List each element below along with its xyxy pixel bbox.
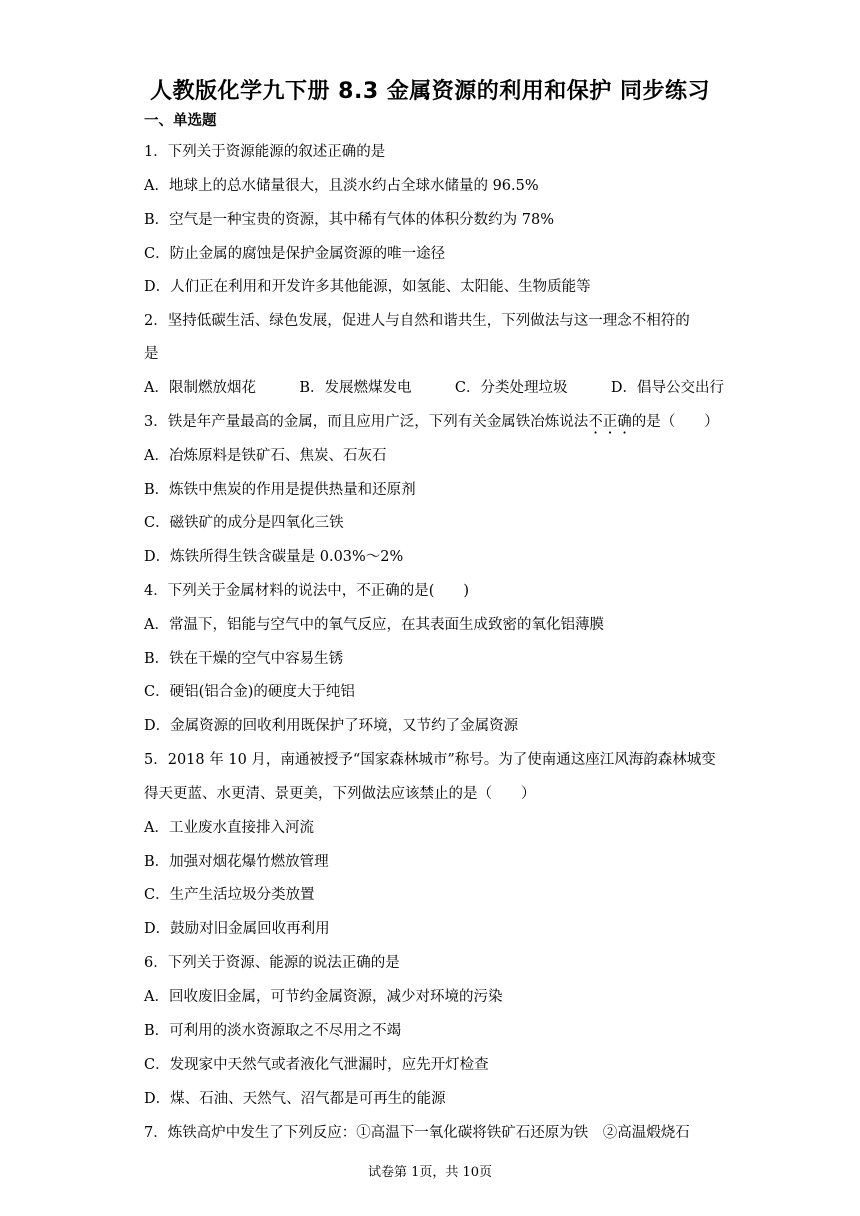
q4-option-b: B．铁在干燥的空气中容易生锈 [144, 651, 344, 667]
q5-stem-line1: 5．2018 年 10 月，南通被授予“国家森林城市”称号。为了使南通这座江风海韵森林城变 [144, 752, 716, 768]
q3-option-d: D．炼铁所得生铁含碳量是 0.03%～2% [144, 549, 404, 565]
q3-emphasis-char-1: 不 [588, 414, 603, 430]
q1-option-d: D．人们正在利用和开发许多其他能源，如氢能、太阳能、生物质能等 [144, 279, 591, 295]
q3-option-c: C．磁铁矿的成分是四氧化三铁 [144, 515, 344, 531]
q4-option-d: D．金属资源的回收利用既保护了环境，又节约了金属资源 [144, 718, 519, 734]
q6-option-b: B．可利用的淡水资源取之不尽用之不竭 [144, 1023, 402, 1039]
q3-stem [144, 412, 719, 432]
q5-stem-line2: 得天更蓝、水更清、景更美，下列做法应该禁止的是（ ） [144, 786, 536, 802]
q4-option-a: A．常温下，铝能与空气中的氧气反应，在其表面生成致密的氧化铝薄膜 [144, 617, 604, 633]
q2-options-row [144, 378, 724, 398]
q6-option-a: A．回收废旧金属，可节约金属资源，减少对环境的污染 [144, 989, 503, 1005]
q2-option-a: A．限制燃放烟花 [144, 380, 256, 396]
q2-option-d: D．倡导公交出行 [610, 380, 724, 396]
page-footer: 试卷第 1页，共 10页 [367, 1165, 493, 1180]
q6-option-d: D．煤、石油、天然气、沼气都是可再生的能源 [144, 1091, 446, 1107]
q5-option-b: B．加强对烟花爆竹燃放管理 [144, 854, 329, 870]
q1-option-a: A．地球上的总水储量很大，且淡水约占全球水储量的 96.5% [144, 178, 539, 194]
q4-stem: 4．下列关于金属材料的说法中，不正确的是( ) [144, 583, 470, 599]
q3-option-b: B．炼铁中焦炭的作用是提供热量和还原剂 [144, 482, 416, 498]
q4-option-c: C．硬铝(铝合金)的硬度大于纯铝 [144, 684, 355, 700]
section-heading: 一、单选题 [144, 113, 217, 129]
q3-stem-pre: 3．铁是年产量最高的金属，而且应用广泛，下列有关金属铁冶炼说法 [144, 414, 589, 430]
q3-emphasis-char-2: 正 [602, 414, 618, 430]
q3-stem-post: 的是（ ） [631, 414, 719, 430]
q5-option-c: C．生产生活垃圾分类放置 [144, 887, 315, 903]
q1-option-c: C．防止金属的腐蚀是保护金属资源的唯一途径 [144, 246, 446, 262]
q3-option-a: A．冶炼原料是铁矿石、焦炭、石灰石 [144, 448, 387, 464]
q5-option-d: D．鼓励对旧金属回收再利用 [144, 921, 330, 937]
q5-option-a: A．工业废水直接排入河流 [144, 820, 314, 836]
q7-stem: 7．炼铁高炉中发生了下列反应：①高温下一氧化碳将铁矿石还原为铁 ②高温煅烧石 [144, 1125, 690, 1141]
q6-stem: 6．下列关于资源、能源的说法正确的是 [144, 955, 400, 971]
q2-option-b: B．发展燃煤发电 [299, 380, 412, 396]
q2-option-c: C．分类处理垃圾 [454, 380, 568, 396]
q6-option-c: C．发现家中天然气或者液化气泄漏时，应先开灯检查 [144, 1057, 489, 1073]
q3-emphasis-char-3: 确 [617, 414, 632, 430]
q1-option-b: B．空气是一种宝贵的资源，其中稀有气体的体积分数约为 78% [144, 212, 554, 228]
page-title: 人教版化学九下册 8.3 金属资源的利用和保护 同步练习 [150, 79, 710, 104]
q1-stem: 1．下列关于资源能源的叙述正确的是 [144, 144, 386, 160]
q2-stem-line2: 是 [144, 346, 159, 362]
q2-stem-line1: 2．坚持低碳生活、绿色发展，促进人与自然和谐共生，下列做法与这一理念不相符的 [144, 313, 690, 329]
